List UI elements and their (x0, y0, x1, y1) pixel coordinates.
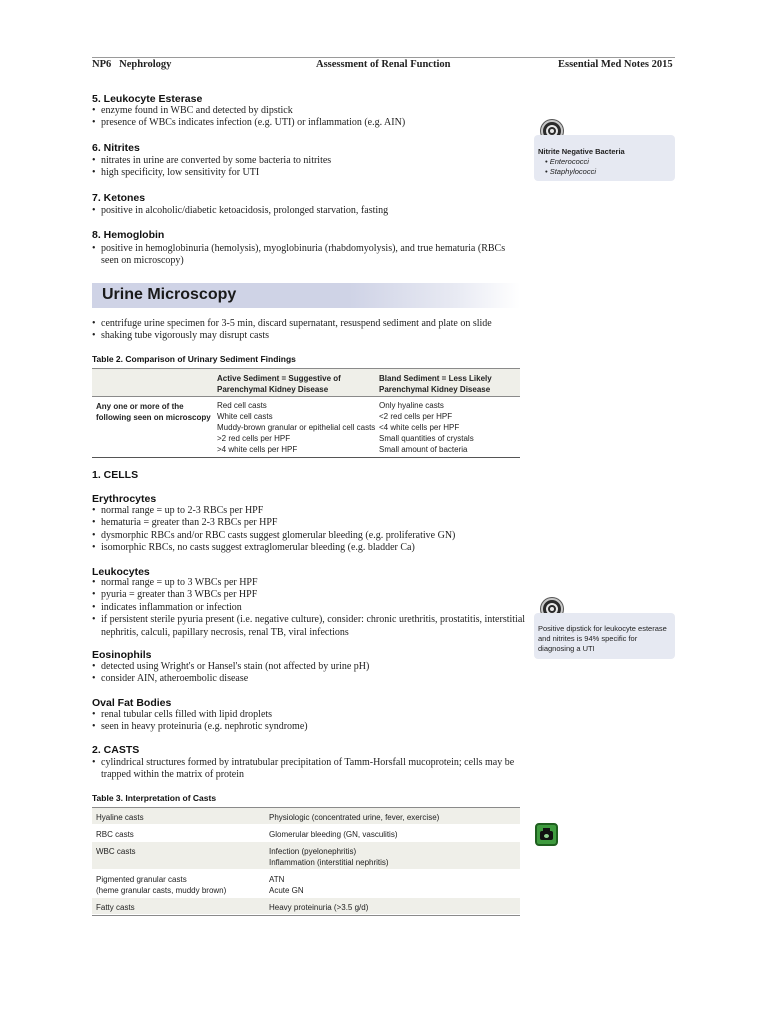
heading-leukocytes: Leukocytes (92, 566, 150, 578)
section-title-urine-microscopy: Urine Microscopy (102, 286, 237, 303)
header-rule-right (520, 57, 675, 58)
list-ketones (92, 205, 532, 217)
list-item: • pyuria = greater than 3 WBCs per HPF (92, 589, 528, 601)
heading-leukocyte-esterase: 5. Leukocyte Esterase (92, 93, 203, 105)
cast-meaning-cell: ATN Acute GN (269, 875, 304, 895)
cast-type-cell: WBC casts (96, 847, 136, 856)
heading-cells: 1. CELLS (92, 469, 139, 481)
list-item: • dysmorphic RBCs and/or RBC casts suggest glomerular bleeding (e.g. proliferative GN) (92, 530, 532, 542)
heading-nitrites: 6. Nitrites (92, 142, 140, 154)
list-item: • high specificity, low sensitivity for UTI (92, 167, 532, 179)
list-item: • normal range = up to 2-3 RBCs per HPF (92, 505, 532, 517)
table3-caption: Table 3. Interpretation of Casts (92, 793, 217, 803)
list-item: • if persistent sterile pyuria present (i.e. negative culture), consider: chronic urethritis, prostatitis, interstitial nephritis, calculi, papillary necrosis, renal TB, viral infections (92, 614, 528, 639)
list-hemoglobin (92, 243, 522, 268)
sidebar-note-nitrite-negative (534, 135, 675, 181)
list-item: • hematuria = greater than 2-3 RBCs per HPF (92, 517, 532, 529)
bland-sediment-cell: Only hyaline casts <2 red cells per HPF <4 white cells per HPF Small quantities of crystals Small amount of bacteria (379, 401, 474, 454)
heading-erythrocytes: Erythrocytes (92, 493, 157, 505)
list-urine-microscopy (92, 318, 532, 343)
list-leukocyte-esterase (92, 105, 532, 130)
list-item: • indicates inflammation or infection (92, 602, 528, 614)
list-item: • seen in heavy proteinuria (e.g. nephrotic syndrome) (92, 721, 532, 733)
active-sediment-cell: Red cell casts White cell casts Muddy-brown granular or epithelial cell casts >2 red cells per HPF >4 white cells per HPF (217, 401, 376, 454)
list-nitrites (92, 155, 532, 180)
column-header-bland: Bland Sediment = Less Likely Parenchymal Kidney Disease (379, 374, 492, 394)
list-leukocytes (92, 577, 528, 639)
list-item: • shaking tube vigorously may disrupt casts (92, 330, 532, 342)
list-item: • isomorphic RBCs, no casts suggest extraglomerular bleeding (e.g. bladder Ca) (92, 542, 532, 554)
table-row (92, 870, 520, 898)
column-header-active: Active Sediment = Suggestive of Parenchymal Kidney Disease (217, 374, 341, 394)
sidebar-note-title: Nitrite Negative Bacteria (538, 147, 625, 156)
sidebar-note-line: diagnosing a UTI (538, 644, 595, 653)
list-item: • presence of WBCs indicates infection (e.g. UTI) or inflammation (e.g. AIN) (92, 117, 532, 129)
running-head-center: Assessment of Renal Function (316, 59, 451, 70)
cast-type-cell: Fatty casts (96, 903, 135, 912)
cast-meaning-cell: Glomerular bleeding (GN, vasculitis) (269, 830, 398, 839)
table-row (92, 825, 520, 842)
sidebar-note-item: • Enterococci (545, 157, 589, 166)
table-header (92, 368, 520, 397)
list-item: • positive in hemoglobinuria (hemolysis), myoglobinuria (rhabdomyolysis), and true hematuria (RBCs seen on microscopy) (92, 243, 522, 268)
cast-type-cell: RBC casts (96, 830, 134, 839)
list-item: • cylindrical structures formed by intratubular precipitation of Tamm-Horsfall mucoprotein; cells may be trapped within the matrix of protein (92, 757, 524, 782)
list-item: • detected using Wright's or Hansel's stain (not affected by urine pH) (92, 661, 532, 673)
camera-icon[interactable] (535, 823, 558, 846)
list-item: • nitrates in urine are converted by some bacteria to nitrites (92, 155, 532, 167)
table2-caption: Table 2. Comparison of Urinary Sediment Findings (92, 354, 296, 364)
table-row (92, 397, 520, 458)
running-head-left: NP6 Nephrology (92, 59, 172, 70)
heading-eosinophils: Eosinophils (92, 649, 152, 661)
list-erythrocytes (92, 505, 532, 555)
heading-ketones: 7. Ketones (92, 192, 146, 204)
sidebar-note-dipstick (534, 613, 675, 659)
heading-hemoglobin: 8. Hemoglobin (92, 229, 165, 241)
heading-casts: 2. CASTS (92, 744, 140, 756)
table-casts (92, 807, 520, 916)
list-item: • positive in alcoholic/diabetic ketoacidosis, prolonged starvation, fasting (92, 205, 532, 217)
cast-meaning-cell: Physiologic (concentrated urine, fever, exercise) (269, 813, 440, 822)
table-row (92, 808, 520, 825)
list-eosinophils (92, 661, 532, 686)
row-label: Any one or more of the following seen on microscopy (96, 402, 211, 422)
table-row (92, 842, 520, 870)
table-sediment-findings (92, 368, 520, 458)
table-row (92, 898, 520, 915)
cast-type-cell: Pigmented granular casts (heme granular casts, muddy brown) (96, 875, 227, 895)
sidebar-note-line: Positive dipstick for leukocyte esterase (538, 624, 667, 633)
list-item: • enzyme found in WBC and detected by dipstick (92, 105, 532, 117)
list-item: • centrifuge urine specimen for 3-5 min, discard supernatant, resuspend sediment and plate on slide (92, 318, 532, 330)
running-head-right: Essential Med Notes 2015 (558, 59, 673, 70)
cast-meaning-cell: Infection (pyelonephritis) Inflammation (interstitial nephritis) (269, 847, 389, 867)
list-item: • normal range = up to 3 WBCs per HPF (92, 577, 528, 589)
list-item: • consider AIN, atheroembolic disease (92, 673, 532, 685)
list-oval-fat-bodies (92, 709, 532, 734)
sidebar-note-item: • Staphylococci (545, 167, 596, 176)
sidebar-note-line: and nitrites is 94% specific for (538, 634, 638, 643)
cast-meaning-cell: Heavy proteinuria (>3.5 g/d) (269, 903, 369, 912)
list-item: • renal tubular cells filled with lipid droplets (92, 709, 532, 721)
list-casts (92, 757, 524, 782)
heading-oval-fat-bodies: Oval Fat Bodies (92, 697, 172, 709)
cast-type-cell: Hyaline casts (96, 813, 144, 822)
